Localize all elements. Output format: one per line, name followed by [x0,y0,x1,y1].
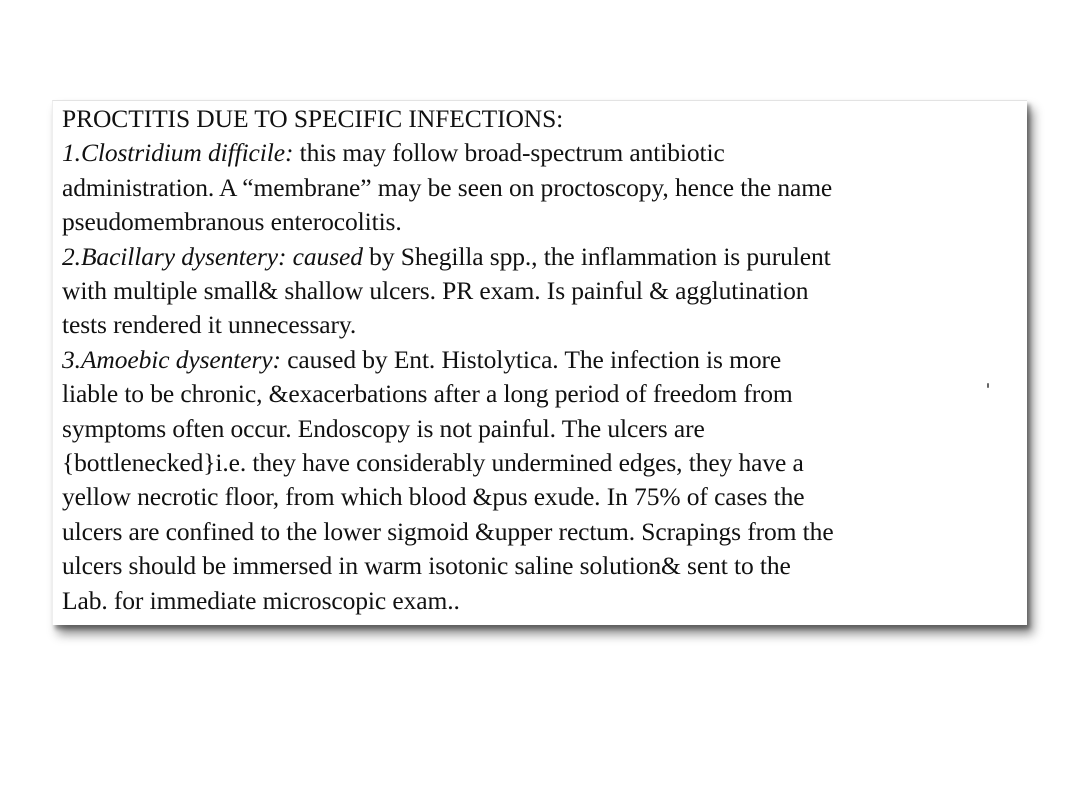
item-3-text-1: caused by Ent. Histolytica. The infection is more [280,344,782,374]
item-3-number: 3. [62,344,81,374]
item-1-line-1 [62,136,1012,170]
item-2-line-2: with multiple small& shallow ulcers. PR exam. Is painful & agglutination [62,276,809,306]
scan-speck [987,383,989,388]
item-3-line-2: liable to be chronic, &exacerbations after a long period of freedom from [62,379,793,409]
item-3-line-7: ulcers should be immersed in warm isotonic saline solution& sent to the [62,551,791,581]
item-3-line-5: yellow necrotic floor, from which blood &pus exude. In 75% of cases the [62,482,805,512]
item-2-line-3: tests rendered it unnecessary. [62,310,357,340]
item-1-text-1: this may follow broad-spectrum antibiotic [293,138,725,168]
scanned-text-image [52,100,1027,625]
item-3-line-1 [62,343,1012,377]
item-2-term: Bacillary dysentery: caused [80,241,363,271]
item-3-line-8: Lab. for immediate microscopic exam.. [62,585,460,615]
item-3-line-4: {bottlenecked}i.e. they have considerably undermined edges, they have a [62,448,804,478]
document-text [62,102,1012,618]
item-1-line-3: pseudomembranous enterocolitis. [62,207,402,237]
heading: PROCTITIS DUE TO SPECIFIC INFECTIONS: [62,104,564,133]
item-2-number: 2. [62,241,81,271]
item-2-line-1 [62,240,1012,274]
item-1-number: 1. [62,138,81,168]
item-3-line-6: ulcers are confined to the lower sigmoid &upper rectum. Scrapings from the [62,516,834,546]
item-3-term: Amoebic dysentery: [80,344,281,374]
item-1-line-2: administration. A “membrane” may be seen on proctoscopy, hence the name [62,172,833,202]
item-3-line-3: symptoms often occur. Endoscopy is not painful. The ulcers are [62,413,705,443]
item-1-term: Clostridium difficile: [80,138,294,168]
item-2-text-1: by Shegilla spp., the inflammation is purulent [362,241,831,271]
